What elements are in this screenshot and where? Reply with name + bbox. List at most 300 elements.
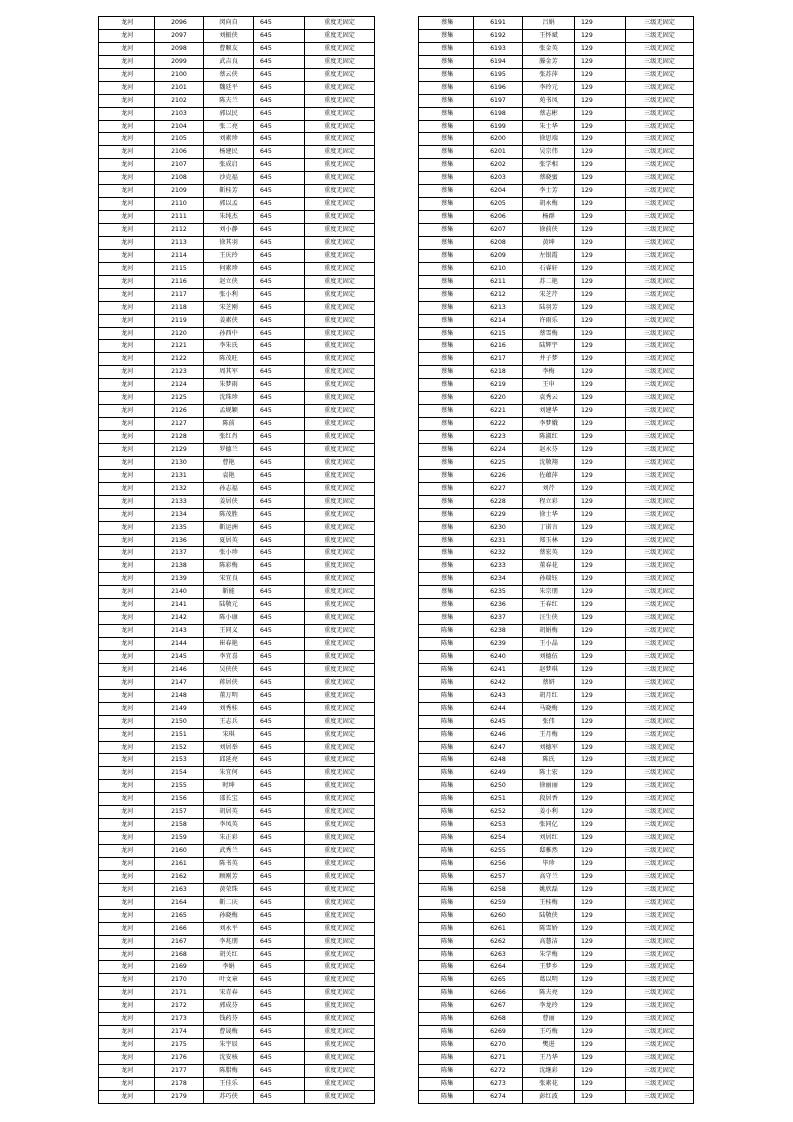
category-cell: 重度无固定 xyxy=(305,663,375,676)
number-cell: 6230 xyxy=(474,521,523,534)
category-cell: 三级无固定 xyxy=(626,275,694,288)
table-row xyxy=(99,922,375,935)
table-row xyxy=(99,392,375,405)
amount-cell: 129 xyxy=(575,702,626,715)
name-cell: 赵立侠 xyxy=(204,275,254,288)
amount-cell: 645 xyxy=(254,974,305,987)
amount-cell: 129 xyxy=(575,638,626,651)
town-cell: 龙河 xyxy=(99,741,155,754)
table-row xyxy=(419,418,694,431)
amount-cell: 645 xyxy=(254,133,305,146)
town-cell: 陈集 xyxy=(419,780,474,793)
town-cell: 龙河 xyxy=(99,1090,155,1103)
town-cell: 陈集 xyxy=(419,663,474,676)
number-cell: 2142 xyxy=(155,612,204,625)
table-row xyxy=(419,172,694,185)
category-cell: 三级无固定 xyxy=(626,1013,694,1026)
table-row xyxy=(419,547,694,560)
name-cell: 徐其羽 xyxy=(204,236,254,249)
town-cell: 龙河 xyxy=(99,68,155,81)
town-cell: 陈集 xyxy=(419,974,474,987)
number-cell: 2164 xyxy=(155,896,204,909)
category-cell: 三级无固定 xyxy=(626,42,694,55)
table-row xyxy=(419,1026,694,1039)
amount-cell: 129 xyxy=(575,922,626,935)
category-cell: 三级无固定 xyxy=(626,909,694,922)
amount-cell: 645 xyxy=(254,715,305,728)
table-row xyxy=(419,314,694,327)
category-cell: 重度无固定 xyxy=(305,560,375,573)
category-cell: 重度无固定 xyxy=(305,961,375,974)
town-cell: 陈集 xyxy=(419,702,474,715)
table-row xyxy=(419,935,694,948)
table-row xyxy=(419,94,694,107)
number-cell: 6225 xyxy=(474,456,523,469)
name-cell: 朱梦雨 xyxy=(204,379,254,392)
category-cell: 三级无固定 xyxy=(626,198,694,211)
town-cell: 蔡集 xyxy=(419,55,474,68)
table-row xyxy=(419,715,694,728)
table-row xyxy=(99,909,375,922)
category-cell: 三级无固定 xyxy=(626,120,694,133)
number-cell: 6224 xyxy=(474,443,523,456)
table-row xyxy=(99,224,375,237)
town-cell: 陈集 xyxy=(419,806,474,819)
category-cell: 重度无固定 xyxy=(305,275,375,288)
number-cell: 2157 xyxy=(155,806,204,819)
category-cell: 三级无固定 xyxy=(626,728,694,741)
name-cell: 刘居举 xyxy=(204,741,254,754)
number-cell: 2135 xyxy=(155,521,204,534)
name-cell: 王佳乐 xyxy=(204,1077,254,1090)
amount-cell: 129 xyxy=(575,1064,626,1077)
town-cell: 龙河 xyxy=(99,482,155,495)
name-cell: 吴宗伟 xyxy=(523,146,575,159)
number-cell: 6191 xyxy=(474,17,523,30)
table-row xyxy=(419,974,694,987)
name-cell: 姜居侠 xyxy=(204,495,254,508)
amount-cell: 645 xyxy=(254,948,305,961)
name-cell: 张小利 xyxy=(204,288,254,301)
amount-cell: 129 xyxy=(575,650,626,663)
table-row xyxy=(419,612,694,625)
name-cell: 刘小静 xyxy=(204,224,254,237)
name-cell: 李梅 xyxy=(523,366,575,379)
name-cell: 周其军 xyxy=(204,366,254,379)
category-cell: 重度无固定 xyxy=(305,974,375,987)
number-cell: 2140 xyxy=(155,586,204,599)
table-row xyxy=(99,314,375,327)
amount-cell: 645 xyxy=(254,883,305,896)
name-cell: 毕珍 xyxy=(523,857,575,870)
amount-cell: 129 xyxy=(575,547,626,560)
name-cell: 孟规颖 xyxy=(204,405,254,418)
town-cell: 陈集 xyxy=(419,870,474,883)
town-cell: 蔡集 xyxy=(419,392,474,405)
category-cell: 三级无固定 xyxy=(626,961,694,974)
number-cell: 6213 xyxy=(474,301,523,314)
name-cell: 朱学梅 xyxy=(523,948,575,961)
amount-cell: 129 xyxy=(575,1039,626,1052)
table-row xyxy=(419,185,694,198)
name-cell: 蔡云侠 xyxy=(204,68,254,81)
category-cell: 三级无固定 xyxy=(626,870,694,883)
town-cell: 陈集 xyxy=(419,676,474,689)
category-cell: 三级无固定 xyxy=(626,1090,694,1103)
table-row xyxy=(419,987,694,1000)
table-row xyxy=(419,443,694,456)
category-cell: 三级无固定 xyxy=(626,689,694,702)
name-cell: 孙瑞钰 xyxy=(523,573,575,586)
town-cell: 龙河 xyxy=(99,767,155,780)
name-cell: 胡永梅 xyxy=(523,198,575,211)
town-cell: 蔡集 xyxy=(419,495,474,508)
table-row xyxy=(99,650,375,663)
town-cell: 蔡集 xyxy=(419,185,474,198)
table-row xyxy=(419,883,694,896)
name-cell: 杨建民 xyxy=(204,146,254,159)
category-cell: 三级无固定 xyxy=(626,1077,694,1090)
number-cell: 2107 xyxy=(155,159,204,172)
table-row xyxy=(419,508,694,521)
town-cell: 龙河 xyxy=(99,55,155,68)
name-cell: 陈士宏 xyxy=(523,767,575,780)
table-row xyxy=(419,1077,694,1090)
number-cell: 2100 xyxy=(155,68,204,81)
number-cell: 6229 xyxy=(474,508,523,521)
town-cell: 龙河 xyxy=(99,185,155,198)
number-cell: 2154 xyxy=(155,767,204,780)
town-cell: 龙河 xyxy=(99,534,155,547)
number-cell: 6218 xyxy=(474,366,523,379)
town-cell: 龙河 xyxy=(99,961,155,974)
name-cell: 王申 xyxy=(523,379,575,392)
name-cell: 陈氏 xyxy=(523,754,575,767)
town-cell: 龙河 xyxy=(99,689,155,702)
number-cell: 6267 xyxy=(474,1000,523,1013)
town-cell: 龙河 xyxy=(99,133,155,146)
number-cell: 6238 xyxy=(474,625,523,638)
table-row xyxy=(99,638,375,651)
amount-cell: 129 xyxy=(575,275,626,288)
amount-cell: 645 xyxy=(254,896,305,909)
number-cell: 6265 xyxy=(474,974,523,987)
name-cell: 徐思端 xyxy=(523,133,575,146)
table-row xyxy=(99,262,375,275)
name-cell: 刘永平 xyxy=(204,922,254,935)
number-cell: 6221 xyxy=(474,405,523,418)
name-cell: 邵长宝 xyxy=(204,793,254,806)
town-cell: 龙河 xyxy=(99,418,155,431)
amount-cell: 645 xyxy=(254,172,305,185)
number-cell: 2158 xyxy=(155,819,204,832)
category-cell: 三级无固定 xyxy=(626,133,694,146)
category-cell: 重度无固定 xyxy=(305,353,375,366)
category-cell: 三级无固定 xyxy=(626,754,694,767)
number-cell: 2159 xyxy=(155,832,204,845)
town-cell: 龙河 xyxy=(99,353,155,366)
amount-cell: 129 xyxy=(575,534,626,547)
town-cell: 龙河 xyxy=(99,42,155,55)
number-cell: 2130 xyxy=(155,456,204,469)
town-cell: 蔡集 xyxy=(419,81,474,94)
number-cell: 6210 xyxy=(474,262,523,275)
town-cell: 龙河 xyxy=(99,883,155,896)
number-cell: 6255 xyxy=(474,845,523,858)
town-cell: 蔡集 xyxy=(419,482,474,495)
amount-cell: 129 xyxy=(575,198,626,211)
table-row xyxy=(419,55,694,68)
town-cell: 蔡集 xyxy=(419,573,474,586)
number-cell: 6257 xyxy=(474,870,523,883)
number-cell: 2136 xyxy=(155,534,204,547)
category-cell: 三级无固定 xyxy=(626,469,694,482)
number-cell: 2101 xyxy=(155,81,204,94)
number-cell: 6206 xyxy=(474,211,523,224)
table-row xyxy=(419,870,694,883)
number-cell: 6241 xyxy=(474,663,523,676)
amount-cell: 129 xyxy=(575,159,626,172)
name-cell: 靳能 xyxy=(204,586,254,599)
amount-cell: 645 xyxy=(254,676,305,689)
name-cell: 黄坤 xyxy=(523,236,575,249)
number-cell: 2167 xyxy=(155,935,204,948)
table-row xyxy=(419,392,694,405)
category-cell: 重度无固定 xyxy=(305,107,375,120)
table-row xyxy=(419,909,694,922)
table-row xyxy=(419,133,694,146)
number-cell: 2153 xyxy=(155,754,204,767)
number-cell: 2147 xyxy=(155,676,204,689)
amount-cell: 129 xyxy=(575,249,626,262)
name-cell: 宋宜良 xyxy=(204,573,254,586)
number-cell: 6272 xyxy=(474,1064,523,1077)
category-cell: 重度无固定 xyxy=(305,482,375,495)
category-cell: 重度无固定 xyxy=(305,586,375,599)
name-cell: 王乃华 xyxy=(523,1052,575,1065)
category-cell: 三级无固定 xyxy=(626,107,694,120)
name-cell: 郭以民 xyxy=(204,107,254,120)
amount-cell: 129 xyxy=(575,1077,626,1090)
number-cell: 2162 xyxy=(155,870,204,883)
amount-cell: 645 xyxy=(254,754,305,767)
amount-cell: 129 xyxy=(575,120,626,133)
amount-cell: 645 xyxy=(254,1026,305,1039)
category-cell: 三级无固定 xyxy=(626,1052,694,1065)
name-cell: 夏居英 xyxy=(204,534,254,547)
category-cell: 重度无固定 xyxy=(305,922,375,935)
name-cell: 许雨乐 xyxy=(523,314,575,327)
category-cell: 三级无固定 xyxy=(626,366,694,379)
table-row xyxy=(99,353,375,366)
amount-cell: 129 xyxy=(575,29,626,42)
name-cell: 曹丽 xyxy=(523,1013,575,1026)
table-row xyxy=(419,379,694,392)
town-cell: 陈集 xyxy=(419,625,474,638)
name-cell: 赵梦琪 xyxy=(523,663,575,676)
name-cell: 赵永芬 xyxy=(523,443,575,456)
town-cell: 龙河 xyxy=(99,224,155,237)
number-cell: 6214 xyxy=(474,314,523,327)
town-cell: 龙河 xyxy=(99,948,155,961)
category-cell: 三级无固定 xyxy=(626,896,694,909)
number-cell: 2111 xyxy=(155,211,204,224)
town-cell: 陈集 xyxy=(419,1013,474,1026)
name-cell: 蔡志彬 xyxy=(523,107,575,120)
category-cell: 三级无固定 xyxy=(626,650,694,663)
table-row xyxy=(419,146,694,159)
table-row xyxy=(99,431,375,444)
name-cell: 李兆朋 xyxy=(204,935,254,948)
number-cell: 6239 xyxy=(474,638,523,651)
category-cell: 三级无固定 xyxy=(626,521,694,534)
name-cell: 苏巧侠 xyxy=(204,1090,254,1103)
table-row xyxy=(99,482,375,495)
amount-cell: 645 xyxy=(254,314,305,327)
amount-cell: 645 xyxy=(254,94,305,107)
amount-cell: 129 xyxy=(575,314,626,327)
name-cell: 吕娟 xyxy=(523,17,575,30)
town-cell: 龙河 xyxy=(99,754,155,767)
amount-cell: 645 xyxy=(254,29,305,42)
name-cell: 李梦娥 xyxy=(523,418,575,431)
name-cell: 宋青春 xyxy=(204,987,254,1000)
number-cell: 2148 xyxy=(155,689,204,702)
category-cell: 重度无固定 xyxy=(305,1052,375,1065)
number-cell: 6253 xyxy=(474,819,523,832)
town-cell: 龙河 xyxy=(99,521,155,534)
table-row xyxy=(99,198,375,211)
name-cell: 沙克福 xyxy=(204,172,254,185)
town-cell: 陈集 xyxy=(419,948,474,961)
name-cell: 董春花 xyxy=(523,560,575,573)
category-cell: 重度无固定 xyxy=(305,948,375,961)
table-row xyxy=(419,573,694,586)
table-row xyxy=(99,29,375,42)
amount-cell: 645 xyxy=(254,702,305,715)
category-cell: 三级无固定 xyxy=(626,185,694,198)
number-cell: 6201 xyxy=(474,146,523,159)
amount-cell: 129 xyxy=(575,482,626,495)
town-cell: 蔡集 xyxy=(419,521,474,534)
amount-cell: 129 xyxy=(575,728,626,741)
number-cell: 6208 xyxy=(474,236,523,249)
category-cell: 三级无固定 xyxy=(626,987,694,1000)
town-cell: 陈集 xyxy=(419,793,474,806)
amount-cell: 645 xyxy=(254,935,305,948)
town-cell: 龙河 xyxy=(99,599,155,612)
name-cell: 钱药芬 xyxy=(204,1013,254,1026)
category-cell: 重度无固定 xyxy=(305,42,375,55)
category-cell: 重度无固定 xyxy=(305,547,375,560)
category-cell: 三级无固定 xyxy=(626,508,694,521)
name-cell: 闵向自 xyxy=(204,17,254,30)
category-cell: 重度无固定 xyxy=(305,1064,375,1077)
table-row xyxy=(99,676,375,689)
category-cell: 重度无固定 xyxy=(305,1090,375,1103)
category-cell: 重度无固定 xyxy=(305,431,375,444)
town-cell: 龙河 xyxy=(99,638,155,651)
town-cell: 龙河 xyxy=(99,379,155,392)
amount-cell: 645 xyxy=(254,612,305,625)
number-cell: 2124 xyxy=(155,379,204,392)
amount-cell: 645 xyxy=(254,262,305,275)
town-cell: 蔡集 xyxy=(419,172,474,185)
amount-cell: 645 xyxy=(254,1052,305,1065)
category-cell: 三级无固定 xyxy=(626,288,694,301)
category-cell: 三级无固定 xyxy=(626,392,694,405)
town-cell: 龙河 xyxy=(99,443,155,456)
town-cell: 龙河 xyxy=(99,922,155,935)
category-cell: 重度无固定 xyxy=(305,741,375,754)
name-cell: 陈茂旺 xyxy=(204,353,254,366)
category-cell: 三级无固定 xyxy=(626,883,694,896)
category-cell: 三级无固定 xyxy=(626,638,694,651)
amount-cell: 645 xyxy=(254,663,305,676)
name-cell: 李凤英 xyxy=(204,819,254,832)
name-cell: 宋芝芹 xyxy=(523,288,575,301)
table-row xyxy=(99,534,375,547)
number-cell: 6205 xyxy=(474,198,523,211)
town-cell: 龙河 xyxy=(99,935,155,948)
category-cell: 三级无固定 xyxy=(626,482,694,495)
number-cell: 2179 xyxy=(155,1090,204,1103)
category-cell: 重度无固定 xyxy=(305,81,375,94)
name-cell: 蒋居侠 xyxy=(204,676,254,689)
table-row xyxy=(99,767,375,780)
amount-cell: 129 xyxy=(575,586,626,599)
table-row xyxy=(99,146,375,159)
name-cell: 石睿轩 xyxy=(523,262,575,275)
category-cell: 三级无固定 xyxy=(626,599,694,612)
table-row xyxy=(99,987,375,1000)
town-cell: 蔡集 xyxy=(419,534,474,547)
category-cell: 三级无固定 xyxy=(626,663,694,676)
number-cell: 2106 xyxy=(155,146,204,159)
amount-cell: 645 xyxy=(254,353,305,366)
category-cell: 重度无固定 xyxy=(305,689,375,702)
number-cell: 6237 xyxy=(474,612,523,625)
table-row xyxy=(419,793,694,806)
table-row xyxy=(419,469,694,482)
amount-cell: 645 xyxy=(254,301,305,314)
table-row xyxy=(419,1013,694,1026)
town-cell: 蔡集 xyxy=(419,353,474,366)
table-row xyxy=(99,301,375,314)
category-cell: 重度无固定 xyxy=(305,94,375,107)
category-cell: 三级无固定 xyxy=(626,767,694,780)
number-cell: 6235 xyxy=(474,586,523,599)
category-cell: 三级无固定 xyxy=(626,741,694,754)
town-cell: 陈集 xyxy=(419,922,474,935)
name-cell: 李朱氏 xyxy=(204,340,254,353)
table-row xyxy=(99,612,375,625)
amount-cell: 645 xyxy=(254,288,305,301)
table-row xyxy=(419,42,694,55)
name-cell: 罗德兰 xyxy=(204,443,254,456)
category-cell: 重度无固定 xyxy=(305,379,375,392)
town-cell: 龙河 xyxy=(99,495,155,508)
amount-cell: 645 xyxy=(254,120,305,133)
name-cell: 王小晶 xyxy=(523,638,575,651)
category-cell: 三级无固定 xyxy=(626,935,694,948)
amount-cell: 645 xyxy=(254,224,305,237)
name-cell: 李士芳 xyxy=(523,185,575,198)
town-cell: 蔡集 xyxy=(419,159,474,172)
name-cell: 张学相 xyxy=(523,159,575,172)
table-row xyxy=(99,780,375,793)
name-cell: 靳桂芳 xyxy=(204,185,254,198)
